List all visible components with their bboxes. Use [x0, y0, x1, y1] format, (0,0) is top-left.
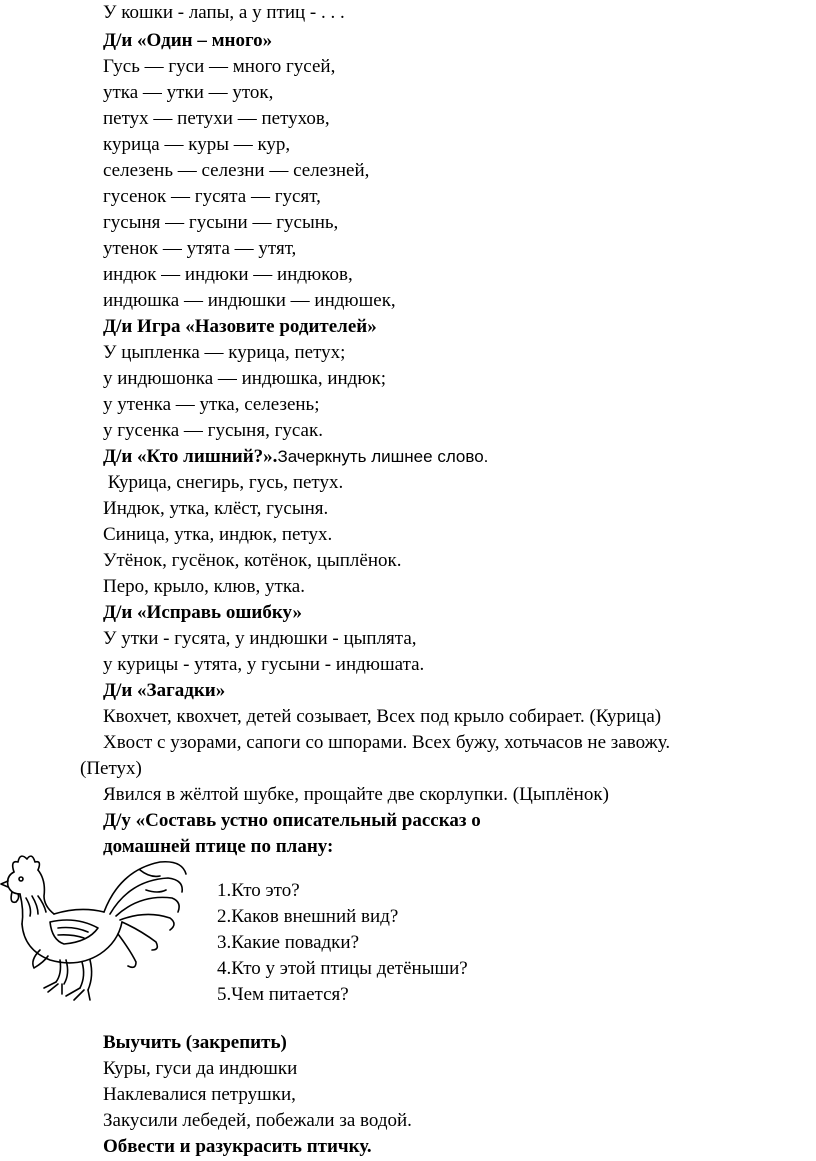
final-task: Обвести и разукрасить птичку.	[103, 1136, 372, 1157]
riddle-1: Квохчет, квохчет, детей созывает, Всех под крыло собирает. (Курица)	[103, 706, 662, 727]
game1-title: Д/и «Один – много»	[103, 30, 273, 51]
game2-line: у утенка — утка, селезень;	[103, 394, 320, 415]
game3-title: Д/и «Кто лишний?».	[103, 446, 278, 467]
intro-line: У кошки - лапы, а у птиц - . . .	[103, 2, 345, 23]
task-title-line1: Д/у «Составь устно описательный рассказ о	[103, 810, 481, 831]
memorize-line: Наклевалися петрушки,	[103, 1084, 296, 1105]
game2-line: у индюшонка — индюшка, индюк;	[103, 368, 387, 389]
plan-item-1: 1.Кто это?	[217, 880, 300, 901]
game3-instruction: Зачеркнуть лишнее слово.	[277, 447, 489, 466]
game4-line: у курицы - утята, у гусыни - индюшата.	[103, 654, 425, 675]
plan-item-3: 3.Какие повадки?	[217, 932, 360, 953]
game1-line: индюшка — индюшки — индюшек,	[103, 290, 396, 311]
game1-line: утенок — утята — утят,	[103, 238, 297, 259]
game5-title: Д/и «Загадки»	[103, 680, 226, 701]
riddle-3: Явился в жёлтой шубке, прощайте две скорлупки. (Цыплёнок)	[103, 784, 609, 805]
game1-line: Гусь — гуси — много гусей,	[103, 56, 336, 77]
game1-line: петух — петухи — петухов,	[103, 108, 330, 129]
game1-line: селезень — селезни — селезней,	[103, 160, 370, 181]
game1-line: курица — куры — кур,	[103, 134, 291, 155]
game3-line: Курица, снегирь, гусь, петух.	[103, 472, 344, 493]
game1-line: гусенок — гусята — гусят,	[103, 186, 321, 207]
game1-line: индюк — индюки — индюков,	[103, 264, 353, 285]
plan-item-5: 5.Чем питается?	[217, 984, 349, 1005]
memorize-line: Закусили лебедей, побежали за водой.	[103, 1110, 412, 1131]
game2-line: у гусенка — гусыня, гусак.	[103, 420, 323, 441]
game3-line: Синица, утка, индюк, петух.	[103, 524, 333, 545]
plan-item-4: 4.Кто у этой птицы детёныши?	[217, 958, 468, 979]
riddle-2: Хвост с узорами, сапоги со шпорами. Всех бужу, хотьчасов не завожу.	[103, 732, 671, 753]
riddle-2-answer: (Петух)	[80, 758, 142, 779]
rooster-illustration	[0, 850, 190, 1010]
game2-title: Д/и Игра «Назовите родителей»	[103, 316, 377, 337]
game4-line: У утки - гусята, у индюшки - цыплята,	[103, 628, 417, 649]
game1-line: гусыня — гусыни — гусынь,	[103, 212, 339, 233]
plan-item-2: 2.Каков внешний вид?	[217, 906, 399, 927]
memorize-title: Выучить (закрепить)	[103, 1032, 287, 1053]
game3-line: Индюк, утка, клёст, гусыня.	[103, 498, 329, 519]
game2-line: У цыпленка — курица, петух;	[103, 342, 346, 363]
game1-line: утка — утки — уток,	[103, 82, 274, 103]
task-title-line2: домашней птице по плану:	[103, 836, 334, 857]
game3-line: Утёнок, гусёнок, котёнок, цыплёнок.	[103, 550, 402, 571]
memorize-line: Куры, гуси да индюшки	[103, 1058, 298, 1079]
game3-line: Перо, крыло, клюв, утка.	[103, 576, 305, 597]
game4-title: Д/и «Исправь ошибку»	[103, 602, 302, 623]
game3-heading	[103, 444, 488, 470]
